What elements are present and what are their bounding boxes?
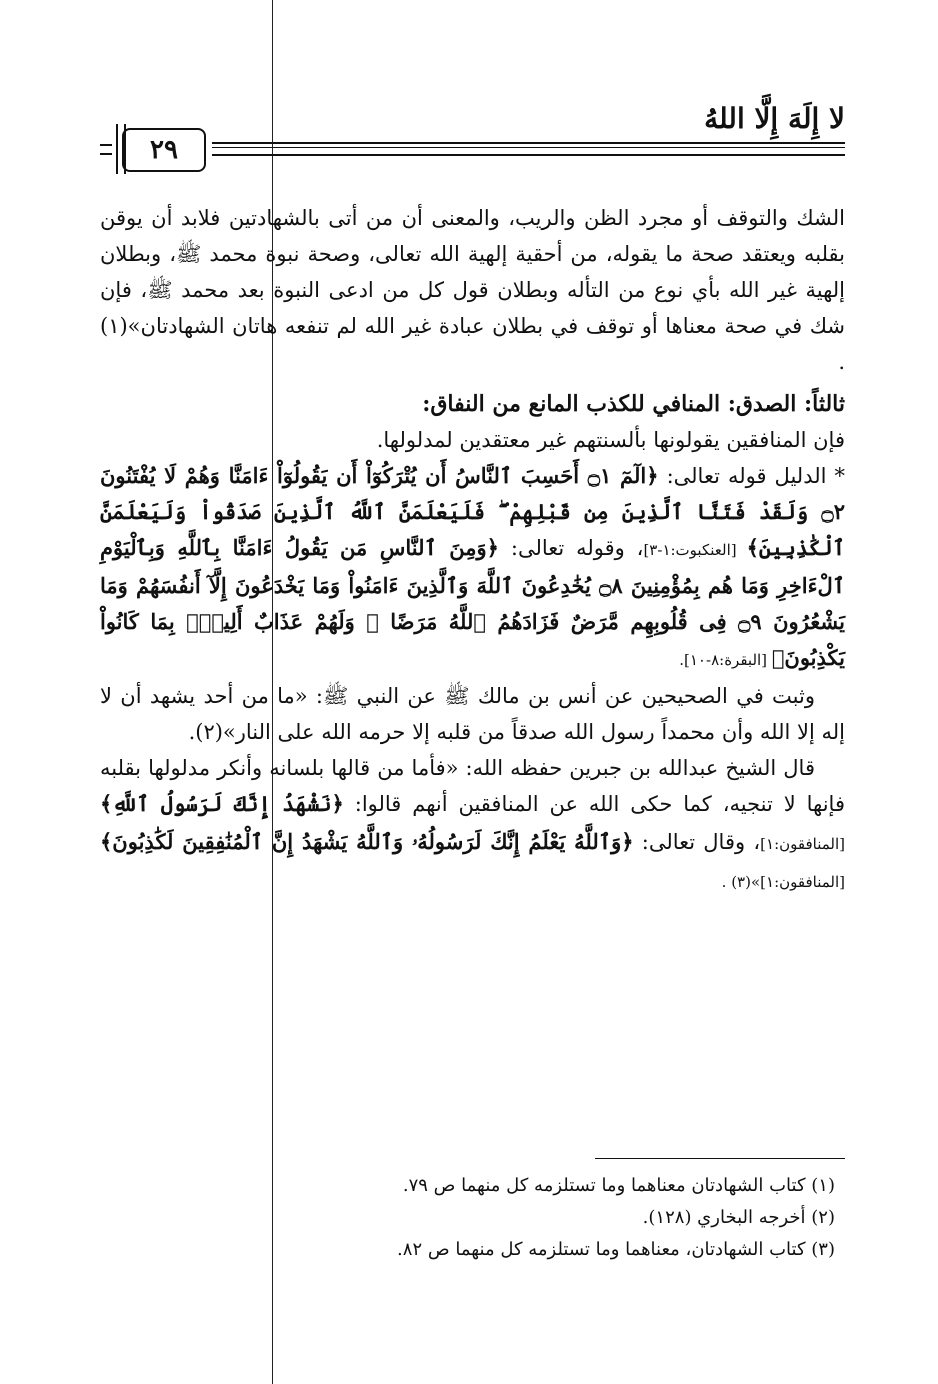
footnote-2: (٢) أخرجه البخاري (١٢٨).: [642, 1207, 835, 1228]
paragraph-hypocrites: فإن المنافقين يقولونها بألسنتهم غير معتقدين لمدلولها.: [376, 428, 845, 452]
header-rule-right: [212, 142, 845, 156]
quran-verse-ankabut: ﴿الٓمٓ ۝١ أَحَسِبَ ٱلنَّاسُ أَن يُتْرَكُوٓاْ أَن يَقُولُوٓاْ ءَامَنَّا وَهُمْ لَا يُفْتَنُونَ ۝٢ وَلَقَدْ فَتَنَّا ٱلَّذِينَ مِن قَبْلِهِمْ ۖ فَلَيَعْلَمَنَّ ٱللَّهُ ٱلَّذِينَ صَدَقُواْ وَلَيَعْلَمَنَّ ٱلْكَٰذِبِينَ﴾: [100, 463, 845, 560]
section-heading: ثالثاً: الصدق: المنافي للكذب المانع من النفاق:: [422, 391, 845, 417]
running-title: لا إِلَهَ إِلَّا اللهُ: [704, 102, 845, 135]
paragraph-hadith: وثبت في الصحيحين عن أنس بن مالك ﷺ عن النبي ﷺ: «ما من أحد يشهد أن لا إله إلا الله وأن محمداً رسول الله صدقاً من قلبه إلا حرمه الله على النار»(٢).: [100, 684, 845, 744]
footnote-1: (١) كتاب الشهادتان معناهما وما تستلزمه كل منهما ص ٧٩.: [402, 1175, 835, 1196]
footnotes: [100, 1170, 845, 1266]
header-rule-left: [100, 144, 112, 155]
ref-ankabut: [العنكبوت:١-٣]: [643, 541, 747, 559]
evidence-intro: * الدليل قوله تعالى:: [658, 464, 845, 488]
ref-munafiqun-1: [المنافقون:١]: [760, 835, 845, 853]
quran-verse-baqarah: ﴿وَمِنَ ٱلنَّاسِ مَن يَقُولُ ءَامَنَّا بِٱللَّهِ وَبِٱلْيَوْمِ ٱلْءَاخِرِ وَمَا هُم بِمُؤْمِنِينَ ۝٨ يُخَٰدِعُونَ ٱللَّهَ وَٱلَّذِينَ ءَامَنُواْ وَمَا يَخْدَعُونَ إِلَّآ أَنفُسَهُمْ وَمَا يَشْعُرُونَ ۝٩ فِى قُلُوبِهِم مَّرَضٌ فَزَادَهُمُ ٱللَّهُ مَرَضًا ۖ وَلَهُمْ عَذَابٌ أَلِيمٌۢ بِمَا كَانُواْ يَكْذِبُونَ﴾: [100, 535, 846, 670]
ref-munafiqun-2: [المنافقون:١]»(٣) .: [721, 873, 845, 891]
footnote-3: (٣) كتاب الشهادتان، معناهما وما تستلزمه كل منهما ص ٨٢.: [397, 1239, 835, 1260]
quran-verse-munafiqun-2: ﴿وَٱللَّهُ يَعْلَمُ إِنَّكَ لَرَسُولُهُۥ وَٱللَّهُ يَشْهَدُ إِنَّ ٱلْمُنَٰفِقِينَ لَكَٰذِبُونَ﴾: [100, 829, 634, 854]
page-number: ٢٩: [122, 128, 206, 172]
paragraph-evidence: [100, 458, 845, 678]
quran-verse-munafiqun-1: ﴿نَشْهَدُ إِنَّكَ لَرَسُولُ ٱللَّهِ﴾: [100, 791, 344, 816]
paragraph-sheikh: [100, 750, 845, 900]
footnote-rule: [595, 1158, 845, 1159]
evidence-joiner: ، وقوله تعالى:: [498, 536, 644, 560]
sheikh-joiner: ، وقال تعالى:: [633, 830, 761, 854]
page-header: [100, 100, 845, 180]
paragraph-intro: الشك والتوقف أو مجرد الظن والريب، والمعنى أن من أتى بالشهادتين فلابد أن يوقن بقلبه ويعتقد صحة ما يقوله، من أحقية إلهية الله تعالى، وصحة نبوة محمد ﷺ، وبطلان إلهية غير الله بأي نوع من التأله وبطلان قول كل من ادعى النبوة بعد محمد ﷺ، فإن شك في صحة معناها أو توقف في بطلان عبادة غير الله لم تنفعه هاتان الشهادتان»(١) .: [100, 206, 845, 374]
sheikh-intro: قال الشيخ عبدالله بن جبرين حفظه الله: «فأما من قالها بلسانه وأنكر مدلولها بقلبه فإنها لا تنجيه، كما حكى الله عن المنافقين أنهم قالوا:: [100, 756, 845, 816]
main-text: [100, 200, 845, 900]
ref-baqarah: [البقرة:٨-١٠].: [679, 651, 772, 669]
